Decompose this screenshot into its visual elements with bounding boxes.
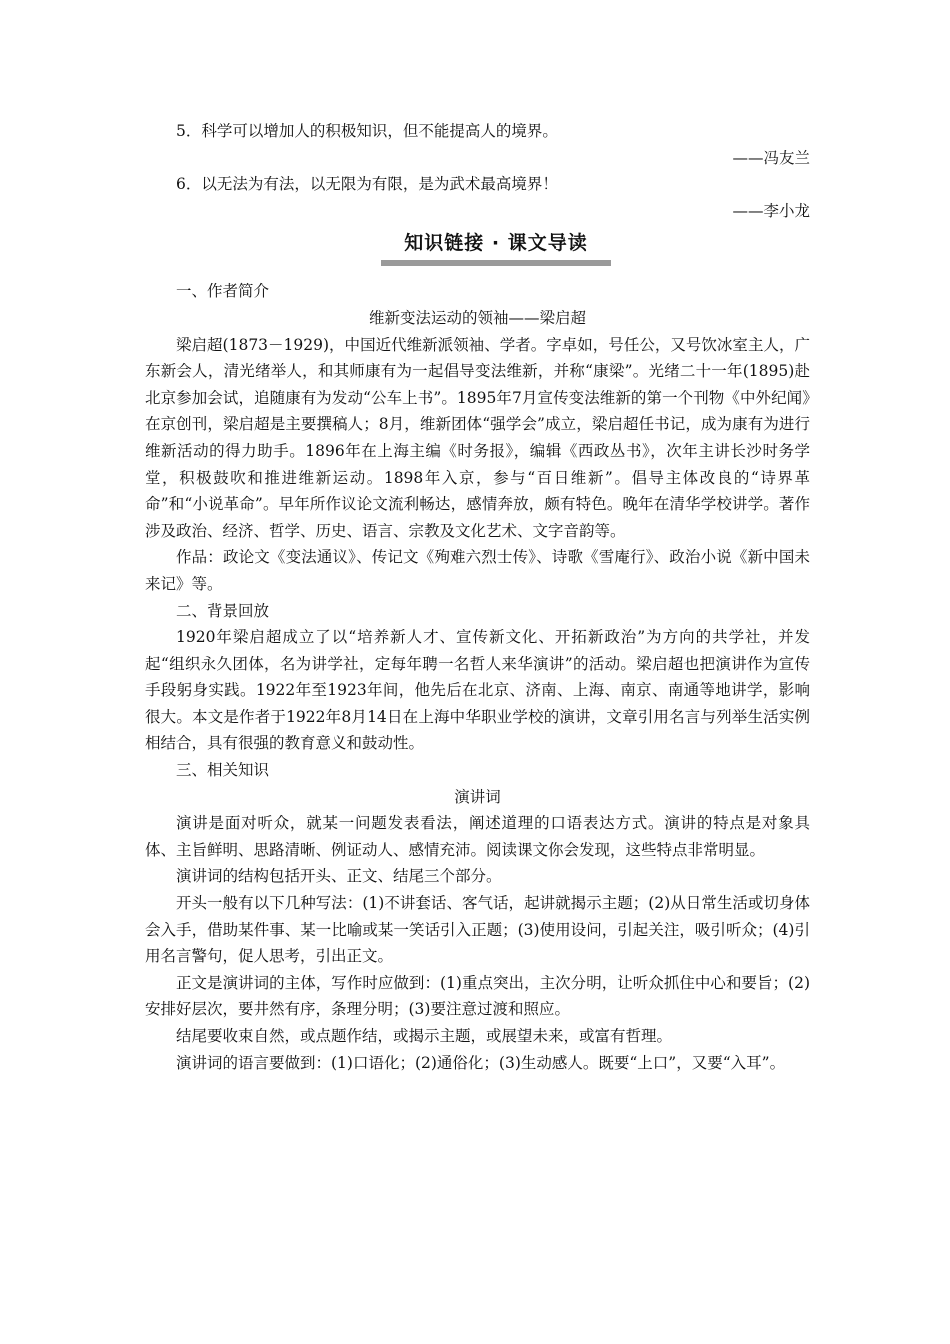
quote-6: 6．以无法为有法，以无限为有限，是为武术最高境界！ [176,175,558,194]
knowledge-paragraph: 正文是演讲词的主体，写作时应做到：(1)重点突出，主次分明，让听众抓住中心和要旨；(2)安排好层次，要井然有序，条理分明；(3)要注意过渡和照应。 [145,973,810,1019]
knowledge-paragraph: 开头一般有以下几种写法：(1)不讲套话、客气话，起讲就揭示主题；(2)从日常生活或切身体会入手，借助某件事、某一比喻或某一笑话引入正题；(3)使用设问，引起关注，吸引听众；(4)引用名言警句，促人思考，引出正文。 [145,894,810,966]
section1-subtitle: 维新变法运动的领袖——梁启超 [368,308,586,327]
knowledge-paragraph: 演讲词的语言要做到：(1)口语化；(2)通俗化；(3)生动感人。既要“上口”，又要“入耳”。 [176,1053,786,1072]
author-bio: 梁启超(1873－1929)，中国近代维新派领袖、学者。字卓如，号任公，又号饮冰室主人，广东新会人，清光绪举人，和其师康有为一起倡导变法维新，并称“康梁”。光绪二十一年(1895)赴北京参加会试，追随康有为发动“公车上书”。1895年7月宣传变法维新的第一个刊物《中外纪闻》在京创刊，梁启超是主要撰稿人；8月，维新团体“强学会”成立，梁启超任书记，成为康有为进行维新活动的得力助手。1896年在上海主编《时务报》，编辑《西政丛书》，次年主讲长沙时务学堂，积极鼓吹和推进维新运动。1898年入京，参与“百日维新”。倡导主体改良的“诗界革命”和“小说革命”。早年所作议论文流利畅达，感情奔放，颇有特色。晚年在清华学校讲学。著作涉及政治、经济、哲学、历史、语言、宗教及文化艺术、文字音韵等。 [145,335,810,540]
knowledge-paragraph: 结尾要收束自然，或点题作结，或揭示主题，或展望未来，或富有哲理。 [176,1027,673,1045]
section2-heading: 二、背景回放 [176,601,270,620]
author-works: 作品：政论文《变法通议》、传记文《殉难六烈士传》、诗歌《雪庵行》、政治小说《新中国未来记》等。 [145,548,810,593]
quote-6-author: ——李小龙 [732,201,810,220]
document-content [145,118,810,1076]
section3-subtitle: 演讲词 [454,787,501,806]
banner-title: 知识链接 · 课文导读 [404,232,588,255]
quote-5-author: ——冯友兰 [732,148,810,167]
quote-5: 5．科学可以增加人的积极知识，但不能提高人的境界。 [176,122,558,140]
section1-heading: 一、作者简介 [176,282,270,301]
banner-underline [381,234,611,266]
knowledge-paragraph: 演讲是面对听众，就某一问题发表看法，阐述道理的口语表达方式。演讲的特点是对象具体、主旨鲜明、思路清晰、例证动人、感情充沛。阅读课文你会发现，这些特点非常明显。 [145,814,810,859]
section-banner [145,228,810,276]
section3-heading: 三、相关知识 [176,761,270,780]
background-text: 1920年梁启超成立了以“培养新人才、宣传新文化、开拓新政治”为方向的共学社，并发起“组织永久团体，名为讲学社，定每年聘一名哲人来华演讲”的活动。梁启超也把演讲作为宣传手段躬身实践。1922年至1923年间，他先后在北京、济南、上海、南京、南通等地讲学，影响很大。本文是作者于1922年8月14日在上海中华职业学校的演讲，文章引用名言与列举生活实例相结合，具有很强的教育意义和鼓动性。 [145,628,810,753]
knowledge-paragraph: 演讲词的结构包括开头、正文、结尾三个部分。 [176,867,502,886]
